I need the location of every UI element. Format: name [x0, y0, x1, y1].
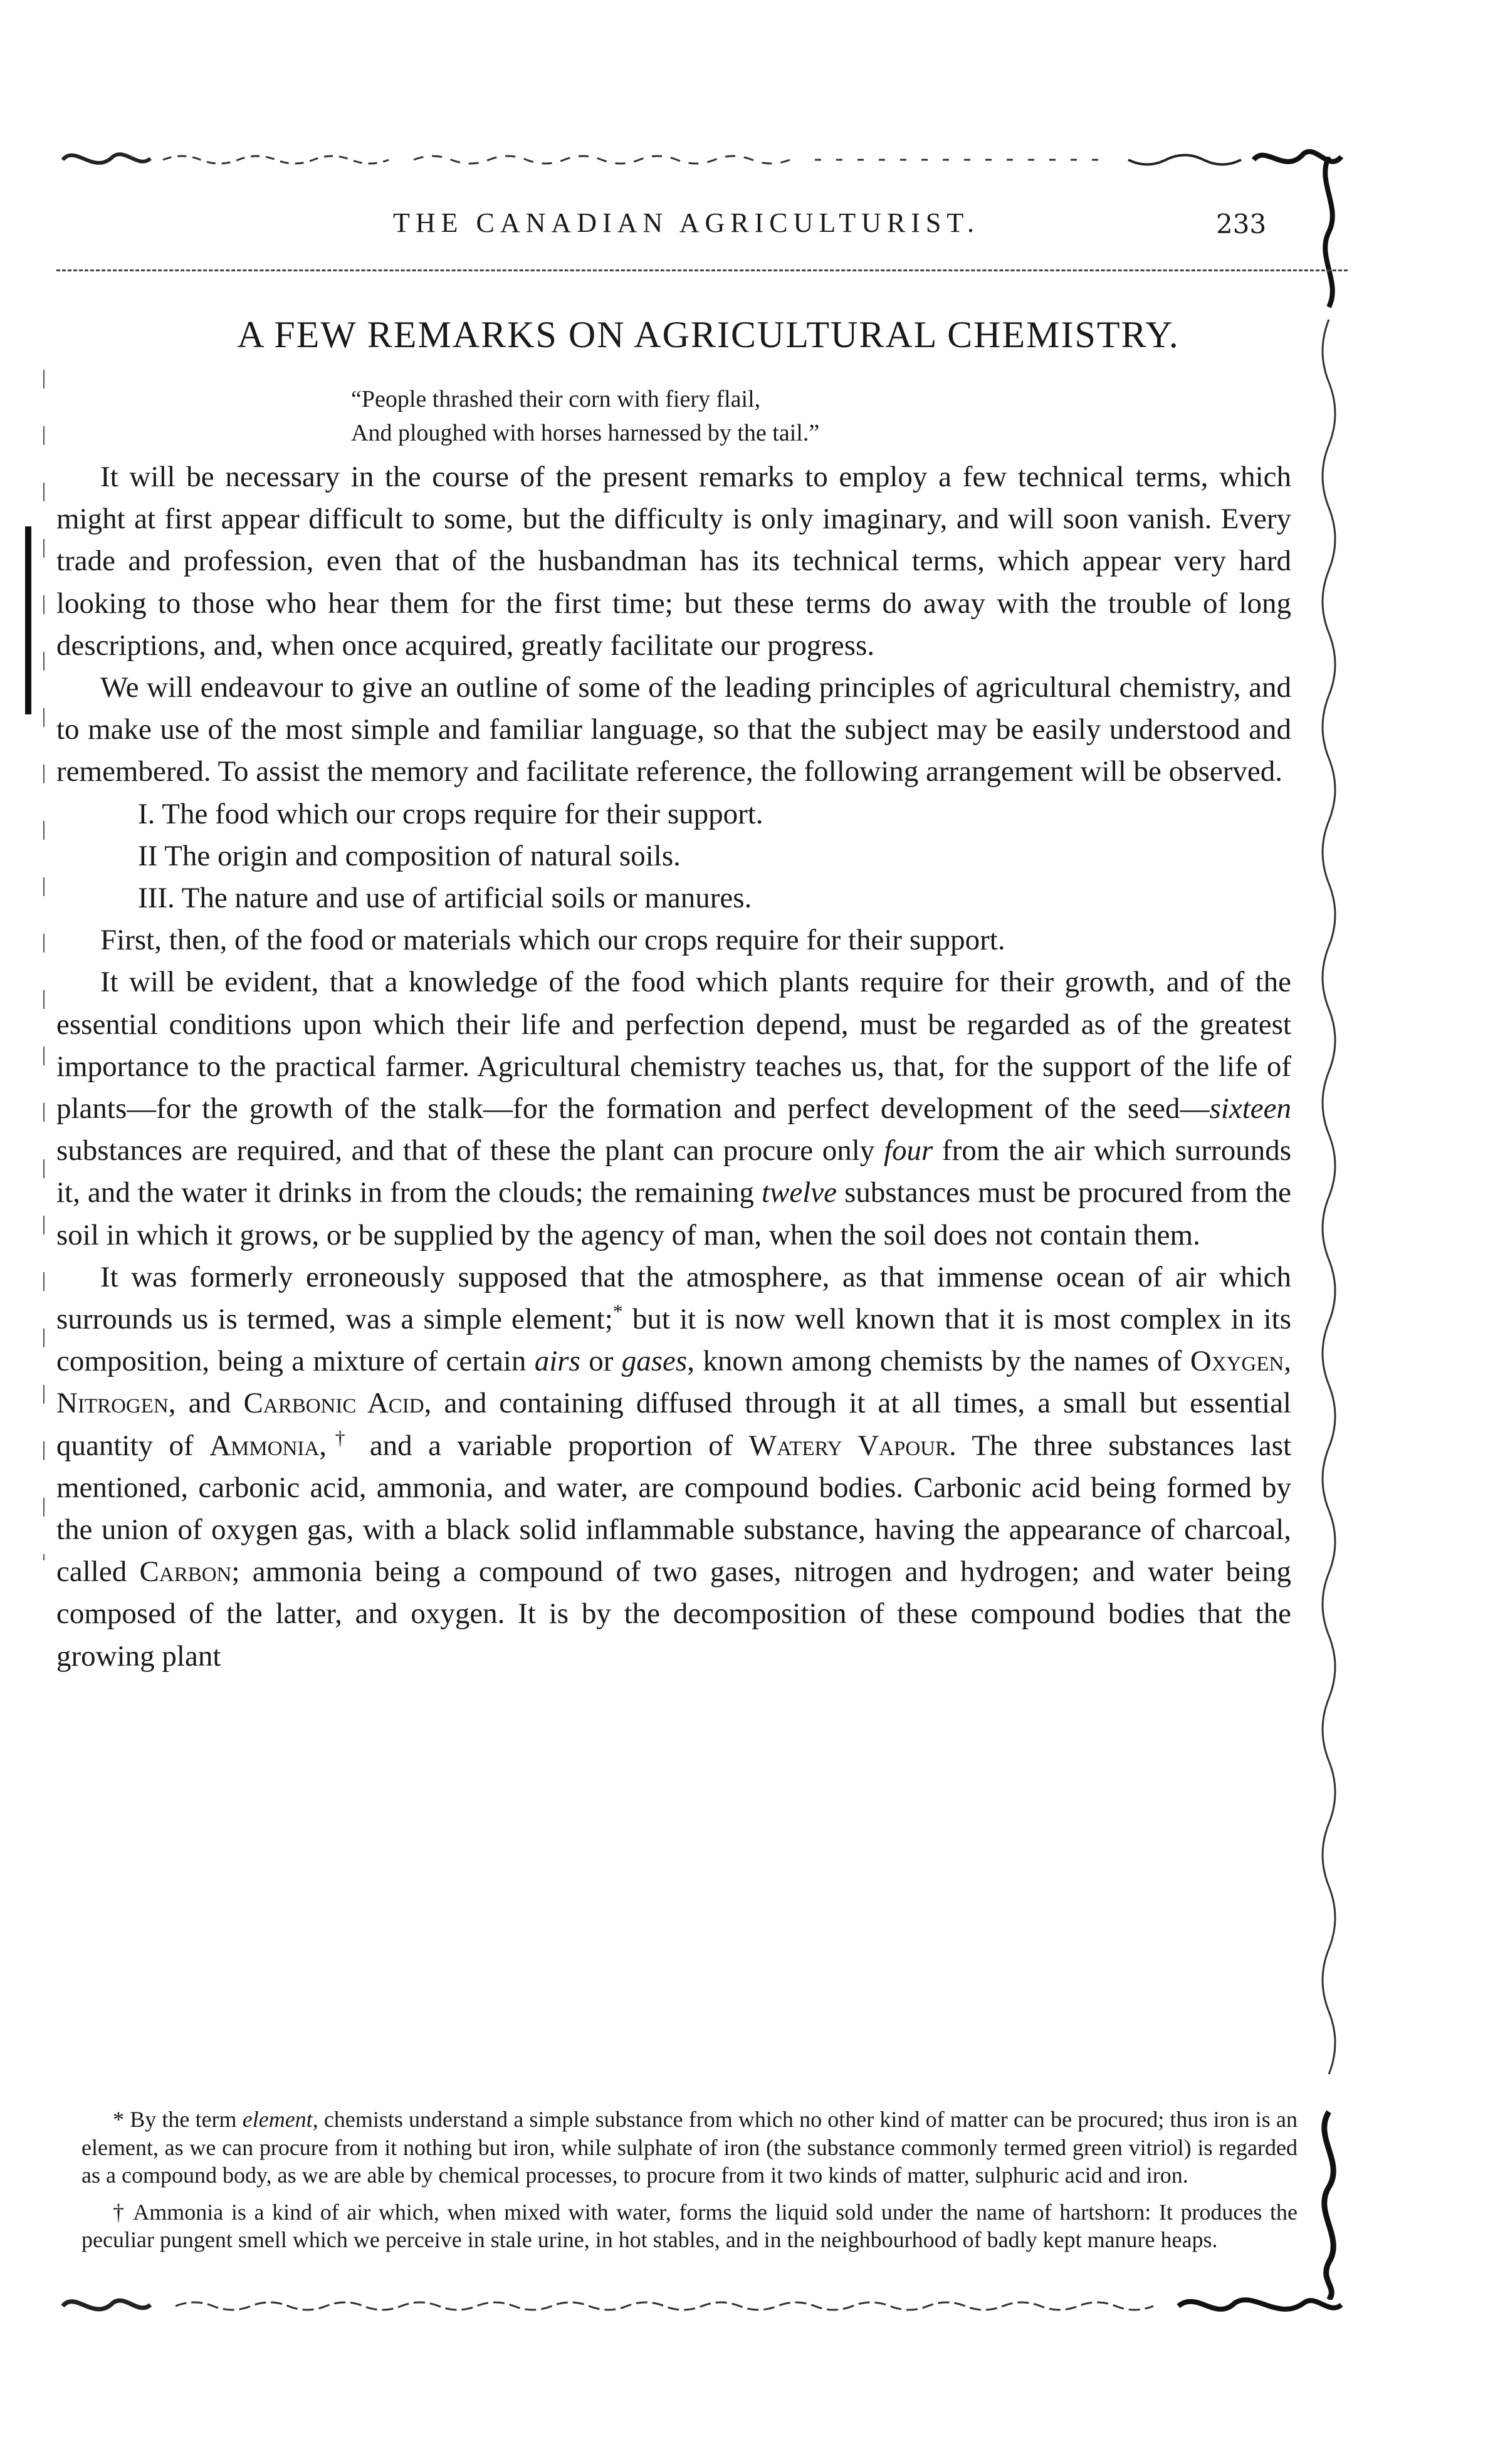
- list-item: III. The nature and use of artificial soils or manures.: [138, 882, 752, 915]
- emphasis: four: [883, 1134, 933, 1167]
- text-run: and a variable proportion of: [354, 1429, 749, 1462]
- emphasis: twelve: [761, 1176, 837, 1209]
- paragraph: [56, 1256, 1291, 1678]
- list-item: I. The food which our crops require for their support.: [138, 797, 763, 830]
- text-run: from the air which surrounds it, and the water it drinks in from the clouds; the remaining: [56, 1134, 1291, 1209]
- footnotes: [81, 2106, 1298, 2263]
- text-run: , known among chemists by the names of: [687, 1345, 1190, 1378]
- footnote: † Ammonia is a kind of air which, when mixed with water, forms the liquid sold under the name of hartshorn: It produces the peculiar pungent smell which we perceive in stale urine, in hot stables, and in the neighbourhood of badly kept manure heaps.: [81, 2199, 1298, 2252]
- emphasis: airs: [534, 1345, 580, 1378]
- right-ornamental-border: [1304, 157, 1354, 2300]
- left-margin-marks: [13, 370, 63, 1560]
- text-run: , and: [168, 1387, 244, 1420]
- article-title: A FEW REMARKS ON AGRICULTURAL CHEMISTRY.: [237, 314, 1180, 355]
- text-run: but it is now well known that it is most complex in its composition, being a mixture of certain: [56, 1303, 1292, 1378]
- paragraph: [56, 961, 1291, 1256]
- paragraph: It will be necessary in the course of the present remarks to employ a few technical terms, which might at first appear difficult to some, but the difficulty is only imaginary, and will soon vanish. Every trade and profession, even that of the husbandman has its technical terms, which appear very hard looking to those who hear them for the first time; but these terms do away with the trouble of long descriptions, and, when once acquired, greatly facilitate our progress.: [56, 461, 1291, 662]
- text-run: ; ammonia being a compound of two gases, nitrogen and hydrogen; and water being composed of the latter, and oxygen. It is by the decomposition of these compound bodies that the growing plant: [56, 1555, 1291, 1673]
- text-run: , chemists understand a simple substance from which no other kind of matter can be procured; thus iron is an element, as we can procure from it nothing but iron, while sulphate of iron (the substance commonly termed green vitriol) is regarded as a compound body, as we are able by chemical processes, to procure from it two kinds of matter, sulphuric acid and iron.: [81, 2107, 1298, 2188]
- text-run: or: [580, 1345, 622, 1378]
- small-caps-term: Oxygen: [1190, 1345, 1284, 1378]
- epigraph-line: And ploughed with horses harnessed by the tail.”: [351, 420, 820, 446]
- small-caps-term: Nitrogen: [56, 1387, 169, 1420]
- text-run: * By the term: [113, 2107, 243, 2132]
- small-caps-term: Carbon: [139, 1555, 232, 1589]
- small-caps-term: Ammonia: [209, 1429, 320, 1462]
- running-head: THE CANADIAN AGRICULTURIST.: [393, 207, 980, 238]
- bottom-ornamental-border: [38, 2287, 1354, 2325]
- paragraph: First, then, of the food or materials which our crops require for their support.: [100, 924, 1005, 957]
- text-run: It will be evident, that a knowledge of the food which plants require for their growth, and of the essential conditions upon which their life and perfection depend, must be regarded as of the greatest importance to the practical farmer. Agricultural chemistry teaches us, that, for the support of the life of plants—for the growth of the stalk—for the formation and perfect development of the seed—: [56, 966, 1291, 1125]
- footnote-marker: *: [612, 1300, 623, 1323]
- footnote-marker: †: [326, 1426, 354, 1449]
- small-caps-term: Watery Vapour: [748, 1429, 950, 1462]
- epigraph-line: “People thrashed their corn with fiery flail,: [351, 386, 761, 412]
- text-run: ,: [1284, 1345, 1291, 1378]
- paragraph: We will endeavour to give an outline of some of the leading principles of agricultural chemistry, and to make use of the most simple and familiar language, so that the subject may be easily understood and remembered. To assist the memory and facilitate reference, the following arrangement will be observed.: [56, 671, 1291, 788]
- top-ornamental-border: [38, 141, 1354, 179]
- text-run: substances are required, and that of these the plant can procure only: [56, 1134, 884, 1167]
- text-run: It was formerly erroneously supposed that the atmosphere, as that immense ocean of air which surrounds us is termed, was a simple element;: [56, 1260, 1291, 1336]
- epigraph: [351, 382, 1166, 450]
- emphasis: element: [242, 2107, 313, 2132]
- emphasis: gases: [621, 1345, 688, 1378]
- list-item: II The origin and composition of natural soils.: [138, 839, 681, 872]
- article-body: [56, 456, 1291, 1678]
- small-caps-term: Carbonic Acid: [243, 1387, 424, 1420]
- text-run: , and containing diffused through it at all times, a small but essential quantity of: [56, 1387, 1291, 1462]
- page-number: 233: [1216, 209, 1267, 239]
- emphasis: sixteen: [1209, 1092, 1291, 1125]
- text-run: ,: [319, 1429, 327, 1462]
- text-run: substances must be procured from the soil in which it grows, or be supplied by the agency of man, when the soil does not contain them.: [56, 1176, 1291, 1251]
- header-rule: [56, 269, 1348, 271]
- text-run: . The three substances last mentioned, carbonic acid, ammonia, and water, are compound bodies. Carbonic acid being formed by the union of oxygen gas, with a black solid inflammable substance, having the appearance of charcoal, called: [56, 1429, 1292, 1589]
- footnote: [81, 2106, 1298, 2190]
